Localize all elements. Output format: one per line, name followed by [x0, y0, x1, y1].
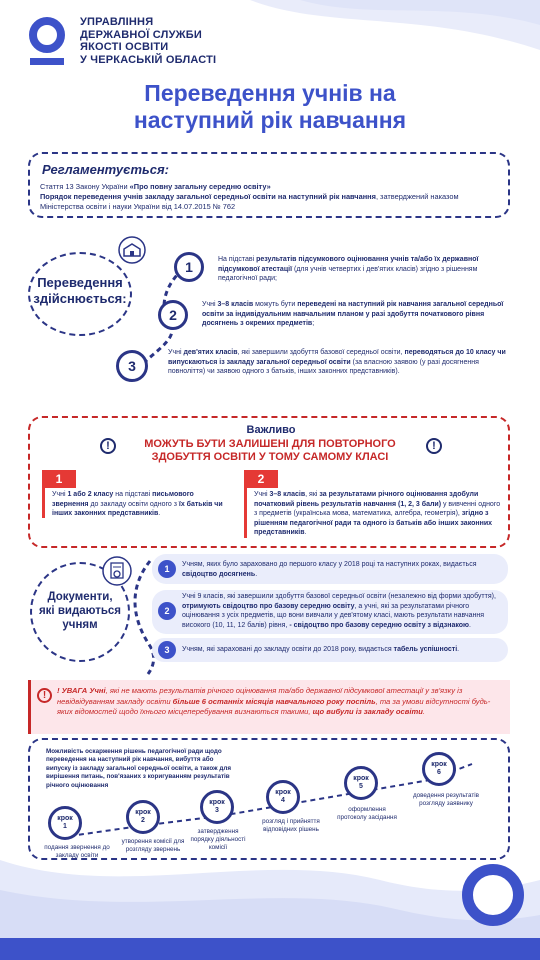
- text-part: ! УВАГА: [57, 686, 90, 695]
- transfer-step-text: [168, 348, 508, 377]
- step-number: 1: [63, 823, 67, 830]
- text-part: Учні: [202, 301, 218, 308]
- step-number: 3: [215, 807, 219, 814]
- appeal-step-5: [344, 766, 378, 800]
- text-part: у вивченні одного з предметів (українська мова, математика, алгебра, геометрія),: [254, 500, 501, 517]
- document-item-text: [182, 560, 502, 579]
- step-number: 2: [141, 817, 145, 824]
- text-part: їх батьків чи інших законних представників: [52, 500, 223, 517]
- org-name: УПРАВЛІННЯ ДЕРЖАВНОЇ СЛУЖБИ ЯКОСТІ ОСВІТИ У ЧЕРКАСЬКІЙ ОБЛАСТІ: [80, 16, 217, 66]
- text-part: (за власною заявою (у разі досягнення повноліття) чи заявою одного з батьків, інших законних представників).: [168, 358, 479, 375]
- exclamation-circle-icon: !: [426, 438, 442, 454]
- appeal-steps-box: [28, 738, 510, 860]
- text-part: можуть бути: [253, 301, 298, 308]
- text-part: отримують свідоцтво про базову середню освіту: [182, 602, 355, 610]
- footer-bar: [0, 938, 540, 960]
- appeal-intro: Можливість оскарження рішень педагогічної ради щодо переведення на наступний рік навчання, вибуття або випуску із закладу загальної середньої освіти, а також для вирішення питань, пов'язаних з коригуванням результатів річного оцінювання: [46, 748, 232, 789]
- transfer-step-number: 3: [116, 350, 148, 382]
- text-part: .: [304, 529, 307, 536]
- certificate-icon: [102, 556, 132, 586]
- text-part: , які: [305, 491, 320, 498]
- transfer-label: Переведення здійснюється:: [33, 275, 127, 306]
- text-part: , та за умови відсутності будь-яких відомостей щодо їхнього місцеперебування визнаються такими,: [57, 696, 491, 716]
- text-part: (для учнів четвертих і дев'ятих класів) згідно з рішенням педагогічної ради;: [218, 265, 478, 282]
- important-subheading: МОЖУТЬ БУТИ ЗАЛИШЕНІ ДЛЯ ПОВТОРНОГО ЗДОБУТТЯ ОСВІТИ У ТОМУ САМОМУ КЛАСІ: [144, 438, 396, 463]
- text-part: .: [457, 646, 460, 653]
- regulation-box: [28, 152, 510, 218]
- text-part: 3–8 класів: [217, 301, 254, 308]
- appeal-step-1: [48, 806, 82, 840]
- brand-ring-decoration: [462, 864, 524, 926]
- text-part: за результатами річного оцінювання здобули початковий рівень результатів навчання (1, 2, 3 бали): [254, 491, 479, 508]
- case-number-badge: 2: [244, 470, 278, 488]
- appeal-step-caption: розгляд і прийняття відповідних рішень: [262, 818, 320, 833]
- text-part: На підставі: [218, 256, 257, 263]
- step-word: крок: [135, 809, 151, 816]
- text-part: , які не мають результатів річного оцінювання та/або державної підсумкової атестації у зв'язку із невідвідуванням закладу освіти: [57, 686, 463, 706]
- text-part: , які завершили здобуття базової середньої освіти,: [237, 349, 405, 356]
- text-part: дев'ятих класів: [183, 349, 238, 356]
- exclamation-circle-icon: !: [100, 438, 116, 454]
- text-part: свідоцтво досягнень: [182, 570, 256, 578]
- transfer-step-number: 2: [158, 300, 188, 330]
- text-part: Учням, яких було зараховано до першого класу у 2018 році та наступних роках, видається: [182, 561, 477, 568]
- order-details: , затверджений наказом Міністерства освіти і науки України від 14.07.2015 № 762: [40, 192, 459, 211]
- text-part: на підставі: [113, 491, 153, 498]
- regulation-heading: Регламентується:: [42, 162, 169, 177]
- step-word: крок: [431, 761, 447, 768]
- document-item-text: [182, 645, 504, 655]
- text-part: .: [422, 707, 425, 716]
- exclamation-circle-icon: !: [37, 688, 52, 703]
- header: [28, 14, 428, 70]
- text-part: переводяться до 10 класу чи випускаються із закладу загальної середньої освіти: [168, 349, 506, 366]
- transfer-step-text: [218, 255, 508, 284]
- service-logo-icon: [28, 16, 66, 68]
- regulation-text: [40, 182, 478, 212]
- text-part: Учні 9 класів, які завершили здобуття базової середньої освіти (незалежно від форми здобуття),: [182, 593, 496, 600]
- text-part: ;: [312, 320, 315, 327]
- step-number: 6: [437, 769, 441, 776]
- document-item-number: 2: [158, 602, 176, 620]
- law-title: «Про повну загальну середню освіту»: [129, 182, 271, 191]
- document-item-text: [182, 592, 504, 630]
- appeal-step-caption: оформлення протоколу засідання: [337, 806, 397, 821]
- law-prefix: Стаття 13 Закону України: [40, 182, 130, 191]
- documents-label: Документи, які видаються учням: [38, 591, 122, 631]
- text-part: .: [469, 621, 471, 629]
- text-part: більше 6 останніх місяців навчального року поспіль: [172, 696, 376, 706]
- appeal-step-4: [266, 780, 300, 814]
- page-title: Переведення учнів на наступний рік навчання: [133, 80, 407, 133]
- transfer-step-text: [202, 300, 508, 329]
- text-part: письмового звернення: [52, 491, 194, 508]
- case-text: [52, 490, 232, 519]
- transfer-step-number: 1: [174, 252, 204, 282]
- text-part: згідно з рішенням педагогічної ради та одного із батьків або інших законних представників: [254, 510, 493, 536]
- step-word: крок: [353, 775, 369, 782]
- text-part: 1 або 2 класу: [67, 491, 114, 498]
- step-number: 4: [281, 797, 285, 804]
- step-word: крок: [57, 815, 73, 822]
- appeal-step-2: [126, 800, 160, 834]
- order-title: Порядок переведення учнів закладу загальної середньої освіти на наступний рік навчання: [40, 192, 376, 201]
- text-part: до закладу освіти одного з: [88, 500, 179, 508]
- text-part: - свідоцтво про базову середню освіту з відзнакою: [289, 621, 470, 629]
- case-accent-line: [244, 488, 247, 538]
- text-part: 3–8 класів: [269, 491, 306, 498]
- text-part: .: [255, 570, 258, 578]
- text-part: Учні: [52, 491, 68, 498]
- appeal-step-caption: затвердження порядку діяльності комісії: [190, 828, 246, 851]
- text-part: Учні: [254, 491, 270, 498]
- text-part: Учні: [89, 686, 106, 695]
- text-part: що вибули із закладу освіти: [312, 707, 423, 716]
- school-building-icon: [118, 236, 146, 264]
- text-part: .: [158, 510, 161, 517]
- attention-alert: [28, 680, 510, 734]
- important-heading: Важливо: [246, 424, 296, 436]
- text-part: , а учні, які за результатами річного оцінювання з усіх предметів, що вони вивчали у дев'ятому класі, мають результати навчання високого (10, 11, 12 балів) рівня,: [182, 602, 485, 629]
- appeal-step-caption: доведення результатів розгляду заявнику: [412, 792, 480, 807]
- text-part: результатів підсумкового оцінювання учнів та/або їх державної підсумкової атестації: [218, 256, 479, 273]
- appeal-step-caption: утворення комісії для розгляду звернень: [121, 838, 185, 853]
- document-item-number: 3: [158, 641, 176, 659]
- step-word: крок: [209, 799, 225, 806]
- step-number: 5: [359, 783, 363, 790]
- document-item-number: 1: [158, 560, 176, 578]
- text-part: табель успішності: [393, 646, 458, 653]
- step-word: крок: [275, 789, 291, 796]
- case-accent-line: [42, 488, 45, 518]
- case-number-badge: 1: [42, 470, 76, 488]
- text-part: Учням, які зараховані до закладу освіти до 2018 року, видається: [182, 646, 394, 653]
- text-part: Учні: [168, 349, 184, 356]
- text-part: переведені на наступний рік навчання загальної середньої освіти за індивідуальним навчальним планом у разі здобуття початкового рівня досягнень з окремих предметів: [202, 301, 504, 327]
- appeal-step-3: [200, 790, 234, 824]
- case-text: [254, 490, 504, 538]
- important-box: [28, 416, 510, 548]
- appeal-step-6: [422, 752, 456, 786]
- attention-text: [57, 686, 505, 718]
- appeal-step-caption: подання звернення до закладу освіти: [44, 844, 110, 859]
